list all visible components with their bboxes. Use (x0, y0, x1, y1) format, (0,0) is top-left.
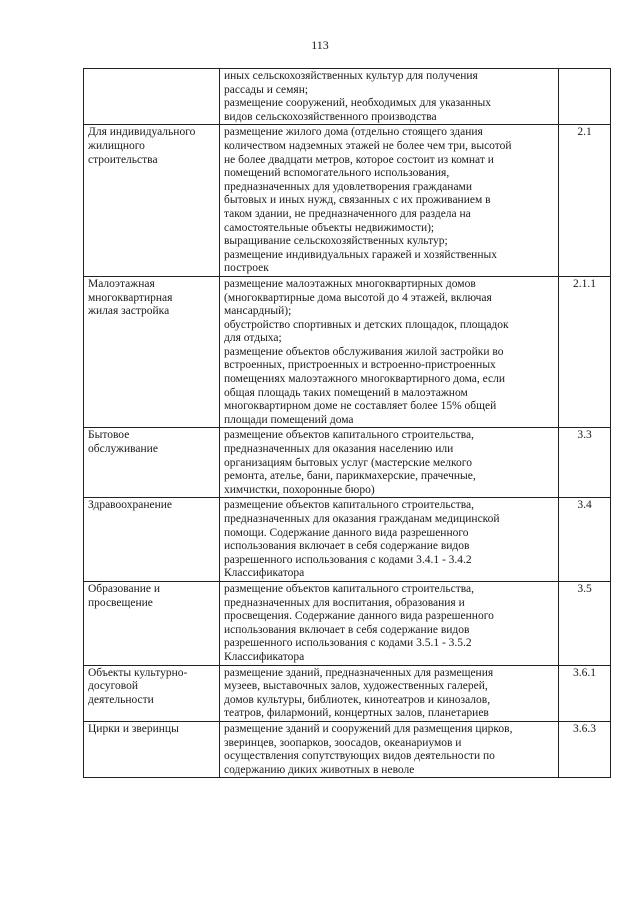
use-type-description-line: количеством надземных этажей не более чем три, высотой (224, 139, 512, 152)
use-type-description-line: зверинцев, зоопарков, зоосадов, океанариумов и (224, 736, 462, 749)
use-type-description-line: размещение объектов капитального строительства, (224, 429, 475, 442)
use-type-description-line: содержанию диких животных в неволе (224, 763, 415, 776)
use-type-code-cell: 3.3 (559, 428, 611, 498)
use-type-code-cell: 3.4 (559, 498, 611, 582)
use-type-description-line: предназначенных для оказания населению или (224, 443, 454, 456)
table-row (84, 721, 611, 777)
use-type-description-line: организациям бытовых услуг (мастерские мелкого (224, 456, 472, 469)
use-type-description-line: построек (224, 262, 269, 275)
use-type-description-line: использования включает в себя содержание видов (224, 623, 470, 636)
use-type-description-line: разрешенного использования с кодами 3.5.1 - 3.5.2 (224, 637, 472, 650)
use-type-description-cell (220, 428, 559, 498)
table-row (84, 665, 611, 721)
use-type-description-line: помощи. Содержание данного вида разрешенного (224, 526, 469, 539)
use-type-name-cell (84, 276, 220, 428)
use-type-description-cell (220, 498, 559, 582)
use-type-description-cell (220, 276, 559, 428)
use-type-description-line: домов культуры, библиотек, кинотеатров и кинозалов, (224, 693, 491, 706)
use-type-code-cell: 3.5 (559, 581, 611, 665)
use-type-name-line: Для индивидуального (88, 126, 196, 139)
use-type-description-line: площади помещений дома (224, 413, 354, 426)
use-type-description-cell (220, 69, 559, 125)
use-type-description-line: для отдыха; (224, 332, 282, 345)
table-row (84, 125, 611, 277)
use-type-description-cell (220, 721, 559, 777)
use-type-description-line: рассады и семян; (224, 83, 309, 96)
use-type-description-line: предназначенных для воспитания, образования и (224, 596, 465, 609)
use-type-description-line: размещение объектов обслуживания жилой застройки во (224, 345, 504, 358)
use-type-description-line: размещение жилого дома (отдельно стоящего здания (224, 126, 483, 139)
use-type-code-cell: 2.1 (559, 125, 611, 277)
use-type-description-line: ремонта, ателье, бани, парикмахерские, прачечные, (224, 470, 476, 483)
use-type-name-line: многоквартирная (88, 291, 173, 304)
table-row (84, 276, 611, 428)
use-type-name-cell (84, 125, 220, 277)
use-type-name-cell (84, 581, 220, 665)
use-type-description-line: музеев, выставочных залов, художественных галерей, (224, 680, 488, 693)
use-type-description-line: встроенных, пристроенных и встроенно-пристроенных (224, 359, 496, 372)
land-use-table (83, 68, 611, 778)
use-type-description-line: таком здании, не предназначенного для раздела на (224, 207, 471, 220)
use-type-description-line: предназначенных для удовлетворения гражданами (224, 180, 472, 193)
use-type-description-line: обустройство спортивных и детских площадок, площадок (224, 318, 509, 331)
use-type-description-line: мансардный); (224, 305, 292, 318)
use-type-code-cell: 2.1.1 (559, 276, 611, 428)
use-type-name-line: строительства (88, 153, 158, 166)
use-type-name-line: Здравоохранение (88, 499, 173, 512)
use-type-description-line: предназначенных для оказания гражданам медицинской (224, 513, 500, 525)
table-row (84, 498, 611, 582)
use-type-name-line: Малоэтажная (88, 277, 155, 290)
use-type-code-cell (559, 69, 611, 125)
use-type-description-line: размещение сооружений, необходимых для указанных (224, 97, 492, 110)
use-type-description-line: выращивание сельскохозяйственных культур; (224, 235, 448, 248)
use-type-description-line: (многоквартирные дома высотой до 4 этажей, включая (224, 291, 492, 304)
use-type-description-line: разрешенного использования с кодами 3.4.1 - 3.4.2 (224, 553, 472, 566)
use-type-name-line: Образование и (88, 582, 161, 595)
page-number: 113 (311, 38, 329, 52)
use-type-description-line: размещение зданий, предназначенных для размещения (224, 666, 494, 679)
use-type-name-cell (84, 721, 220, 777)
use-type-code-cell: 3.6.1 (559, 665, 611, 721)
table-row (84, 581, 611, 665)
use-type-name-line: жилая застройка (88, 305, 170, 318)
use-type-description-line: просвещения. Содержание данного вида разрешенного (224, 610, 494, 623)
use-type-name-cell (84, 69, 220, 125)
use-type-name-line: деятельности (88, 693, 154, 706)
use-type-name-line: просвещение (88, 596, 153, 609)
use-type-name-line: обслуживание (88, 443, 158, 456)
use-type-description-line: видов сельскохозяйственного производства (224, 110, 437, 123)
use-type-description-line: размещение объектов капитального строительства, (224, 499, 475, 512)
use-type-description-line: Классификатора (224, 567, 305, 580)
use-type-description-line: размещение зданий и сооружений для размещения цирков, (224, 722, 513, 735)
use-type-description-line: помещениях малоэтажного многоквартирного дома, если (224, 373, 506, 386)
use-type-description-line: многоквартирном доме не составляет более 15% общей (224, 400, 497, 413)
use-type-description-line: общая площадь таких помещений в малоэтажном (224, 386, 468, 399)
use-type-name-cell (84, 428, 220, 498)
use-type-name-line: Объекты культурно- (88, 666, 188, 679)
use-type-description-line: помещений вспомогательного использования, (224, 167, 450, 180)
use-type-description-line: театров, филармоний, концертных залов, планетариев (224, 707, 489, 720)
table-row (84, 428, 611, 498)
use-type-description-line: химчистки, похоронные бюро) (224, 483, 375, 496)
use-type-description-cell (220, 581, 559, 665)
use-type-name-line: жилищного (88, 139, 145, 152)
use-type-description-line: размещение малоэтажных многоквартирных домов (224, 277, 476, 290)
use-type-description-line: иных сельскохозяйственных культур для получения (224, 70, 478, 82)
use-type-name-line: Цирки и зверинцы (88, 722, 179, 735)
use-type-description-cell (220, 125, 559, 277)
use-type-description-line: бытовых и иных нужд, связанных с их проживанием в (224, 194, 491, 207)
table-body (84, 69, 611, 778)
use-type-name-line: Бытовое (88, 429, 130, 442)
use-type-description-line: использования включает в себя содержание видов (224, 540, 470, 553)
use-type-code-cell: 3.6.3 (559, 721, 611, 777)
use-type-name-line: досуговой (88, 680, 139, 693)
use-type-description-line: самостоятельные объекты недвижимости); (224, 221, 435, 234)
use-type-name-cell (84, 498, 220, 582)
use-type-description-line: Классификатора (224, 650, 305, 663)
table-row (84, 69, 611, 125)
use-type-description-line: осуществления сопутствующих видов деятельности по (224, 750, 495, 763)
use-type-description-line: не более двадцати метров, которое состоит из комнат и (224, 153, 494, 166)
use-type-description-line: размещение индивидуальных гаражей и хозяйственных (224, 248, 497, 261)
use-type-name-cell (84, 665, 220, 721)
use-type-description-line: размещение объектов капитального строительства, (224, 582, 475, 595)
use-type-description-cell (220, 665, 559, 721)
